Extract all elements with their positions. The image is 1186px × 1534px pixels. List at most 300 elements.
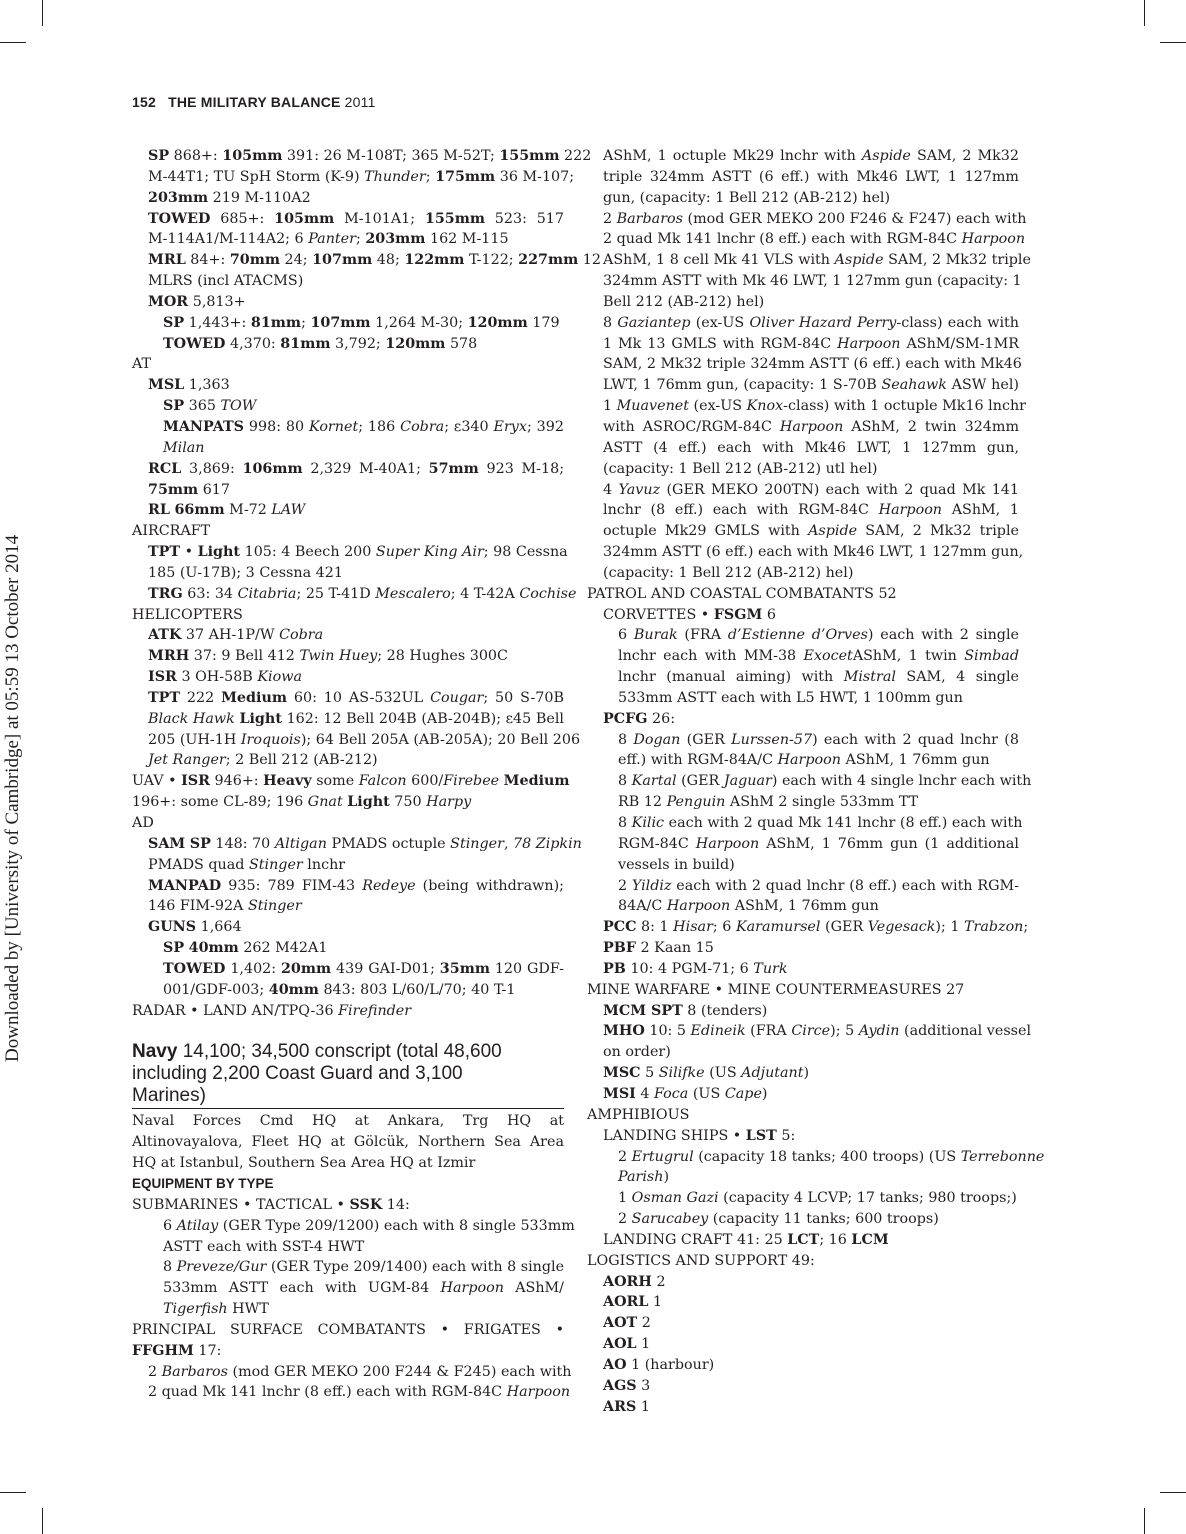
text-run: 60: 10 AS-532UL [286, 689, 431, 706]
text-run: Harpoon [878, 502, 943, 519]
text-run: 1,664 [196, 919, 242, 936]
text-run: ; 16 [819, 1231, 852, 1248]
text-run: LOGISTICS AND SUPPORT 49: [587, 1252, 815, 1269]
entry-line [132, 584, 577, 605]
entry-line [132, 1382, 571, 1403]
text-run: 533mm ASTT each with UGM-84 [163, 1280, 441, 1297]
text-run: Stinger [247, 898, 302, 915]
publication-title: THE MILITARY BALANCE [168, 94, 341, 110]
text-run: Harpoon [440, 1280, 504, 1297]
entry-line [132, 1299, 564, 1320]
text-run: Aspide [861, 148, 911, 164]
text-run: 75mm [148, 481, 199, 498]
text-run: 2 [637, 1315, 651, 1332]
entry-line [587, 646, 1019, 667]
right-column-entries [587, 146, 1045, 1417]
text-run: 219 M-110A2 [208, 189, 311, 206]
entry-line [132, 730, 581, 751]
text-run: 222 [559, 148, 592, 164]
text-run: Preveze/Gur [176, 1259, 267, 1276]
entry-line [132, 209, 564, 230]
text-run: Aspide [808, 523, 858, 540]
left-column-entries-navy [132, 1195, 575, 1403]
text-run: 227mm [518, 252, 579, 269]
text-run: Citabria [237, 585, 297, 602]
text-run: Muavenet [616, 398, 689, 415]
text-run: 48; [372, 252, 405, 269]
text-run: with ASROC/RGM-84C [603, 418, 780, 435]
navy-section-title [132, 1041, 564, 1107]
text-run: Tigerfish [163, 1301, 228, 1318]
text-run: octuple Mk29 GMLS with [603, 523, 809, 540]
text-run: Light [239, 710, 282, 727]
entry-line [132, 1216, 575, 1237]
text-run: ASW hel) [946, 377, 1019, 394]
text-run: Cobra [400, 418, 445, 435]
text-run: Thunder [364, 168, 426, 185]
text-run: Panter [308, 231, 356, 248]
entry-line [587, 1230, 1019, 1251]
text-run: Harpoon [777, 752, 841, 769]
text-run: AShM, 1 8 cell Mk 41 VLS with [603, 252, 835, 269]
text-run: SP [163, 314, 185, 331]
text-run: 3,792; [330, 335, 386, 352]
entry-line [587, 167, 1019, 188]
text-run: RL [148, 502, 170, 519]
entry-line [587, 1292, 1019, 1313]
text-run: 105mm [222, 148, 283, 164]
text-run: ; 28 Hughes 300C [377, 648, 508, 665]
text-run: Kiowa [257, 669, 302, 686]
text-run: 84A/C [618, 898, 667, 915]
text-run: SAM, 2 Mk32 triple [883, 252, 1031, 269]
text-run: 998: 80 [243, 418, 310, 435]
text-run: 8: 1 [636, 919, 674, 936]
text-run: 1 [636, 1398, 650, 1415]
text-run: 175mm [435, 168, 496, 185]
text-run: -class) each with [896, 314, 1019, 331]
entry-line [587, 1251, 1019, 1272]
text-run: MRL [148, 252, 186, 269]
text-run: , [503, 835, 514, 852]
text-run: PATROL AND COASTAL COMBATANTS 52 [587, 585, 897, 602]
text-run: RCL [148, 460, 182, 477]
text-run: 10: 5 [644, 1023, 691, 1040]
text-run: 1 [618, 1190, 632, 1207]
entry-line [132, 771, 570, 792]
text-run: Black Hawk [148, 710, 235, 727]
text-run: SUBMARINES • TACTICAL • [132, 1196, 350, 1213]
text-run: AShM, 1 76mm gun [840, 752, 990, 769]
entry-line [132, 375, 564, 396]
text-run: 3,869: [181, 460, 243, 477]
text-run: Barbaros [616, 210, 683, 227]
page-header [132, 94, 376, 110]
entry-line [587, 855, 1019, 876]
entry-line [132, 229, 564, 250]
text-run: 439 GAI-D01; [331, 960, 440, 977]
entry-line [132, 855, 564, 876]
entry-line [587, 313, 1019, 334]
text-run: Redeye [362, 877, 416, 894]
text-run: 1,264 M-30; [370, 314, 468, 331]
text-run: 120mm [385, 335, 446, 352]
entry-line [132, 709, 564, 730]
text-run: M-101A1; [334, 210, 425, 227]
text-run: Turk [753, 960, 788, 977]
text-run: 1 [603, 398, 617, 415]
navy-title-line [132, 1063, 564, 1085]
entry-line [132, 1195, 564, 1216]
text-run: Dogan [633, 731, 681, 748]
text-run: ) [803, 1065, 810, 1082]
entry-line [132, 521, 564, 542]
entry-line [132, 896, 564, 917]
text-run: 120 GDF- [489, 960, 565, 977]
text-run: AShM 2 single 533mm TT [725, 794, 919, 811]
text-run: M-114A1/M-114A2; 6 [148, 231, 309, 248]
text-run: 5 [640, 1065, 659, 1082]
text-run: 107mm [312, 252, 373, 269]
text-run: ); 5 [830, 1023, 859, 1040]
text-run: 617 [198, 481, 230, 498]
text-run: gun, (capacity: 1 Bell 212 (AB-212) hel) [603, 189, 891, 206]
entry-line [132, 334, 564, 355]
entry-line [587, 1376, 1019, 1397]
hq-line: Naval Forces Cmd HQ at Ankara, Trg HQ at [132, 1113, 564, 1130]
text-run: triple 324mm ASTT (6 eff.) with Mk46 LWT, 1 127mm [603, 168, 1019, 185]
text-run: ; [1023, 919, 1029, 936]
entry-line [587, 667, 1019, 688]
entry-line [587, 334, 1019, 355]
text-run: 2 quad Mk 141 lnchr (8 eff.) each with RGM-84C [603, 231, 962, 248]
text-run: Bell 212 (AB-212) hel) [603, 293, 765, 310]
download-watermark: Downloaded by [University of Cambridge] at 05:59 13 October 2014 [2, 534, 23, 1062]
text-run: TPT [148, 689, 181, 706]
text-run: 324mm ASTT (6 eff.) each with Mk46 LWT, 1 127mm gun, [603, 544, 1024, 561]
entry-line [132, 667, 564, 688]
text-run: Kartal [631, 773, 677, 790]
text-run: PB [603, 960, 626, 977]
text-run: (capacity 4 LCVP; 17 tanks; 980 troops;) [718, 1190, 1017, 1207]
text-run: (ex-US [688, 398, 747, 415]
text-run: Sarucabey [631, 1211, 709, 1228]
text-run: 2 [603, 210, 617, 227]
text-run: 750 [389, 794, 427, 811]
entry-line [132, 313, 564, 334]
text-run: Firefinder [338, 1002, 412, 1019]
entry-line [587, 1084, 1019, 1105]
text-run: • [180, 544, 198, 561]
text-run: SP [163, 940, 185, 957]
entry-line [132, 688, 564, 709]
text-run: MHO [603, 1023, 645, 1040]
text-run: 3 [636, 1377, 651, 1394]
text-run: Harpoon [695, 835, 760, 852]
entry-line [132, 480, 564, 501]
entry-line [132, 459, 564, 480]
text-run: 120mm [467, 314, 528, 331]
hq-line: Altinovayalova, Fleet HQ at Gölcük, Northern Sea Area [132, 1134, 564, 1151]
text-run: 162 M-115 [425, 231, 509, 248]
text-run: some [311, 773, 359, 790]
entry-line [587, 396, 1027, 417]
text-run: SSK [349, 1196, 383, 1213]
text-run: 2,329 M-40A1; [302, 460, 429, 477]
text-run: Eryx [493, 418, 527, 435]
text-run: Heavy [263, 773, 312, 790]
entry-line [587, 834, 1019, 855]
text-run: ; 6 [712, 919, 736, 936]
entry-line [132, 167, 575, 188]
text-run: Twin Huey [299, 648, 378, 665]
text-run: lnchr [302, 856, 346, 873]
text-run: Osman Gazi [631, 1190, 719, 1207]
text-run: 12 [578, 252, 602, 269]
text-run: ; [355, 231, 366, 248]
text-run: Yavuz [618, 481, 661, 498]
text-run: ; [301, 314, 311, 331]
text-run: 324mm ASTT with Mk 46 LWT, 1 127mm gun (capacity: 1 [603, 273, 1022, 290]
text-run: (ex-US [690, 314, 750, 331]
text-run: (FRA [745, 1023, 792, 1040]
text-run: 001/GDF-003; [163, 981, 269, 998]
entry-line [587, 229, 1026, 250]
text-run: Aspide [834, 252, 884, 269]
text-run: Simbad [964, 648, 1019, 665]
text-run: 6 [618, 627, 634, 644]
text-run: Super King Air [375, 544, 484, 561]
text-run: 6 [762, 606, 776, 623]
entry-line [587, 542, 1024, 563]
text-run: (US [704, 1065, 742, 1082]
text-run: PMADS octuple [326, 835, 451, 852]
text-run: 155mm [499, 148, 560, 164]
equipment-heading: EQUIPMENT BY TYPE [132, 1175, 274, 1191]
text-run: LCM [851, 1231, 889, 1248]
text-run: 6 [163, 1217, 177, 1234]
text-run: ) each with 4 single lnchr each with [771, 773, 1032, 790]
text-run: (GER Type 209/1200) each with 8 single 533mm [218, 1217, 575, 1234]
text-run: AShM, 1 [942, 502, 1019, 519]
text-run: ) [761, 1085, 768, 1102]
text-run: 78 Zipkin [513, 835, 582, 852]
text-run: Circe [791, 1023, 831, 1040]
text-run: SAM, 4 single [895, 669, 1019, 686]
entry-line [587, 750, 1019, 771]
text-run: Light [347, 794, 390, 811]
text-run: 4 [635, 1085, 655, 1102]
text-run: 222 [180, 689, 222, 706]
text-run: T-122; [464, 252, 519, 269]
entry-line [132, 500, 564, 521]
text-run: 2 [618, 1211, 632, 1228]
text-run: AShM, 1 76mm gun [730, 898, 879, 915]
entry-line [587, 354, 1022, 375]
entry-line [132, 1278, 564, 1299]
text-run: 179 [527, 314, 560, 331]
text-run: Iroquois [240, 731, 301, 748]
text-run: 14: [382, 1196, 410, 1213]
text-run: Cochise [519, 585, 577, 602]
text-run: PMADS quad [148, 856, 249, 873]
text-run: LANDING CRAFT 41: 25 [603, 1231, 788, 1248]
text-run: ; 4 T-42A [450, 585, 520, 602]
text-run: 5,813+ [188, 293, 246, 310]
navy-title-line [132, 1085, 564, 1107]
crop-mark [42, 0, 43, 26]
text-run: AORL [603, 1294, 649, 1311]
entry-line [132, 605, 564, 626]
text-run: 24; [280, 252, 313, 269]
text-run: MSI [603, 1085, 636, 1102]
entry-line [587, 1334, 1019, 1355]
text-run: Cobra [279, 627, 324, 644]
text-run: M-44T1; TU SpH Storm (K-9) [148, 168, 365, 185]
text-run: LST [745, 1127, 777, 1144]
text-run: ) each with 2 quad lnchr (8 [812, 731, 1019, 748]
entry-line [132, 271, 564, 292]
text-run: AShM/SM-1MR [900, 335, 1019, 352]
entry-line [132, 959, 564, 980]
text-run: 1,363 [184, 377, 230, 394]
text-run: SAM, 2 Mk32 triple 324mm ASTT (6 eff.) each with Mk46 [603, 356, 1022, 373]
text-run: LWT, 1 76mm gun, (capacity: 1 S-70B [603, 377, 882, 394]
entry-line [587, 917, 1029, 938]
text-run: AShM/ [503, 1280, 564, 1297]
text-run: Stinger [248, 856, 303, 873]
text-run: 8 [163, 1259, 177, 1276]
text-run: 523: 517 [484, 210, 564, 227]
text-run: 843: 803 L/60/L/70; 40 T-1 [318, 981, 516, 998]
entry-line [587, 1126, 1019, 1147]
entry-line [132, 1341, 564, 1362]
entry-line [587, 417, 1019, 438]
text-run: 365 [184, 398, 221, 415]
left-column [132, 146, 602, 1403]
text-run: Navy [132, 1041, 178, 1063]
text-run: AShM, 1 octuple Mk29 lnchr with [603, 148, 862, 164]
text-run: 37 AH-1P/W [181, 627, 280, 644]
text-run: LAW [271, 502, 306, 519]
text-run: ; 392 [526, 418, 564, 435]
text-run: each with 2 quad lnchr (8 eff.) each with RGM- [671, 877, 1019, 894]
text-run: Aydin [858, 1023, 900, 1040]
text-run: (GER Type 209/1400) each with 8 single [266, 1259, 565, 1276]
text-run: RB 12 [618, 794, 667, 811]
text-run: 578 [445, 335, 478, 352]
text-run: Cougar [430, 689, 484, 706]
text-run: ; [425, 168, 436, 185]
text-run: (being withdrawn); [415, 877, 564, 894]
text-run: ; 25 T-41D [296, 585, 376, 602]
text-run: (additional vessel [899, 1023, 1032, 1040]
text-run: GUNS [148, 919, 197, 936]
text-run: 20mm [280, 960, 332, 977]
text-run: 4,370: [225, 335, 281, 352]
entry-line [132, 1001, 564, 1022]
text-run: MLRS (incl ATACMS) [148, 273, 304, 290]
text-run: 1,443+: [184, 314, 251, 331]
entry-line [587, 521, 1019, 542]
text-run: 185 (U-17B); 3 Cessna 421 [148, 564, 343, 581]
text-run: SP [189, 835, 211, 852]
text-run: 1 Mk 13 GMLS with RGM-84C [603, 335, 838, 352]
text-run: lnchr (8 eff.) each with RGM-84C [603, 502, 879, 519]
text-run: MRH [148, 648, 190, 665]
text-run: 5: [776, 1127, 796, 1144]
text-run: Harpoon [837, 335, 901, 352]
entry-line [587, 813, 1023, 834]
text-run: 600/ [406, 773, 444, 790]
text-run: 2 [618, 877, 632, 894]
text-run: 63: 34 [182, 585, 238, 602]
text-run: 2 Kaan 15 [636, 940, 714, 957]
text-run: Jet Ranger [148, 752, 226, 769]
text-run: AGS [603, 1377, 637, 1394]
entry-line [587, 730, 1019, 751]
text-run: ARS [603, 1398, 637, 1415]
entry-line [587, 938, 1019, 959]
text-run: 2 [148, 1363, 162, 1380]
text-run: Adjutant [741, 1065, 804, 1082]
text-run: Mistral [843, 669, 896, 686]
text-run: TRG [148, 585, 183, 602]
text-run: 162: 12 Bell 204B (AB-204B); ε45 Bell [281, 710, 565, 727]
text-run: Harpoon [779, 418, 844, 435]
text-run: 262 M42A1 [238, 940, 328, 957]
entry-line [587, 1355, 1019, 1376]
text-run: 146 FIM-92A [148, 898, 248, 915]
text-run: PCC [603, 919, 637, 936]
text-run: ; 186 [358, 418, 401, 435]
text-run: ISR [148, 669, 177, 686]
text-run: 106mm [242, 460, 303, 477]
text-run: Parish [618, 1169, 664, 1186]
page-number: 152 [132, 94, 156, 110]
text-run: Silifke [658, 1065, 705, 1082]
text-run: TOWED [163, 335, 226, 352]
entry-line [132, 625, 564, 646]
text-run: ; 2 Bell 212 (AB-212) [225, 752, 378, 769]
text-run: 10: 4 PGM-71; 6 [625, 960, 754, 977]
text-run: ; ε340 [444, 418, 494, 435]
entry-line [587, 146, 1019, 167]
text-run: 8 [603, 314, 618, 331]
text-run: Exocet [803, 648, 853, 665]
text-run: MANPATS [163, 418, 244, 435]
text-run: Medium [503, 773, 570, 790]
entry-line [587, 459, 1019, 480]
navy-title-line [132, 1041, 564, 1063]
text-run: 148: 70 [210, 835, 275, 852]
text-run: MSC [603, 1065, 641, 1082]
entry-line [587, 625, 1019, 646]
text-run: Falcon [358, 773, 407, 790]
text-run: AMPHIBIOUS [587, 1106, 690, 1123]
text-run: FFGHM [132, 1342, 194, 1359]
text-run: 1 [636, 1336, 651, 1353]
text-run: (GER [680, 731, 732, 748]
entry-line [587, 1063, 1019, 1084]
text-run: 37: 9 Bell 412 [189, 648, 300, 665]
text-run: Gnat [307, 794, 343, 811]
text-run: (GER [676, 773, 724, 790]
entry-line [587, 271, 1022, 292]
entry-line [132, 250, 602, 271]
text-run: 14,100; 34,500 conscript (total 48,600 [177, 1041, 502, 1063]
entry-line [587, 250, 1031, 271]
